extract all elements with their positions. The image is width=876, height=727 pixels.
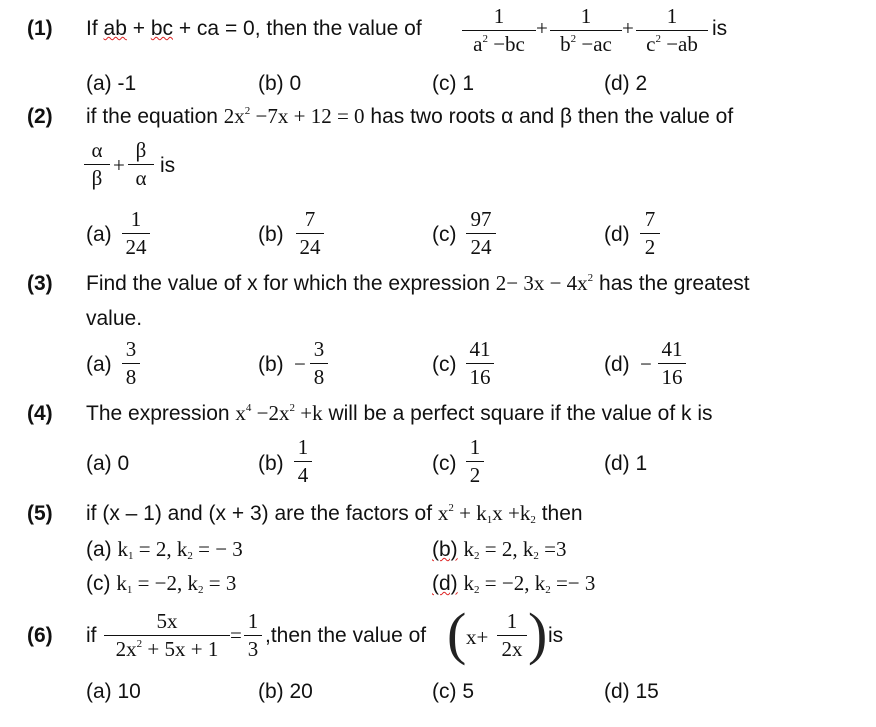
fraction-beta-alpha: β α <box>128 140 154 189</box>
option-b-fraction: 3 8 <box>310 339 328 388</box>
question-number: (2) <box>27 105 53 128</box>
question-number: (1) <box>27 17 53 40</box>
option-b: (b) $k_2 = 2$, $k_2 =3$ <box>432 537 567 562</box>
option-d-fraction: 41 16 <box>658 339 686 388</box>
suffix-text: is <box>712 17 728 40</box>
option-a-label: (a) <box>86 223 112 246</box>
option-b-fraction: 7 24 <box>296 209 324 258</box>
question-text-if: if <box>86 624 97 647</box>
option-c-fraction: 97 24 <box>466 209 496 258</box>
question-number: (5) <box>27 502 53 525</box>
question-text: ,then the value of <box>265 624 427 647</box>
plus-sign: + <box>113 153 125 177</box>
question-text: The expression $x^4 -2x^2 +k$ will be a perfect square if the value of k is <box>86 401 713 425</box>
option-d-label: (d) <box>604 223 630 246</box>
option-a-fraction: 1 24 <box>122 209 150 258</box>
option-c-fraction: 41 16 <box>466 339 494 388</box>
question-number: (3) <box>27 272 53 295</box>
fraction-one-third: 1 3 <box>244 611 262 660</box>
fraction: 1 $b^2 -ac$ <box>550 6 622 55</box>
option-b: (b) 20 <box>258 680 313 703</box>
option-a: (a) 10 <box>86 680 141 703</box>
option-c-label: (c) <box>432 353 457 376</box>
option-c-label: (c) <box>432 223 457 246</box>
expr-x-plus: x+ <box>466 625 489 649</box>
option-a: (a) 0 <box>86 452 130 475</box>
question-text: If ab + bc + ca = 0, then the value of <box>86 17 422 40</box>
plus-sign: + <box>622 16 634 40</box>
option-d: (d) 1 <box>604 452 648 475</box>
option-a: (a) -1 <box>86 72 137 95</box>
question-number: (6) <box>27 624 53 647</box>
option-c: (c) $k_1 = -2$, $k_2 = 3$ <box>86 571 237 596</box>
suffix-text: is <box>548 624 564 647</box>
option-d: (d) $k_2 = -2$, $k_2 =- 3$ <box>432 571 596 596</box>
option-b-label: (b) <box>258 452 284 475</box>
option-b: (b) 0 <box>258 72 302 95</box>
equals-sign: = <box>230 623 242 647</box>
option-c: (c) 5 <box>432 680 474 703</box>
option-a-label: (a) <box>86 353 112 376</box>
plus-sign: + <box>536 16 548 40</box>
option-d: (d) 15 <box>604 680 659 703</box>
option-a-fraction: 3 8 <box>122 339 140 388</box>
left-paren-icon: ( <box>447 601 467 666</box>
fraction: 1 $a^2 -bc$ <box>462 6 536 55</box>
question-text: if the equation $2x^2 -7x + 12 = 0$ has two roots α and β then the value of <box>86 104 734 128</box>
option-b-fraction: 1 4 <box>294 437 312 486</box>
option-a: (a) $k_1 = 2$, $k_2$ = − 3 <box>86 537 243 562</box>
right-paren-icon: ) <box>528 601 548 666</box>
option-b-label: (b) <box>258 353 284 376</box>
fraction: 1 $c^2 -ab$ <box>636 6 708 55</box>
option-c-fraction: 1 2 <box>466 437 484 486</box>
question-text-line2: value. <box>86 307 143 330</box>
option-d: (d) 2 <box>604 72 648 95</box>
option-b-label: (b) <box>258 223 284 246</box>
question-text: if (x – 1) and (x + 3) are the factors of $x^2 + k_1x +k_2$ then <box>86 501 583 526</box>
option-d-label: (d) <box>604 353 630 376</box>
suffix-text: is <box>160 154 176 177</box>
question-text: Find the value of x for which the expression $2- 3x - 4x^2$ has the greatest <box>86 271 750 295</box>
option-c-label: (c) <box>432 452 457 475</box>
option-c: (c) 1 <box>432 72 474 95</box>
fraction-alpha-beta: α β <box>84 140 110 189</box>
option-d-fraction: 7 2 <box>640 209 660 258</box>
fraction-inside-paren: 1 2x <box>497 611 527 660</box>
fraction-main: 5x $2x^2 + 5x + 1$ <box>104 611 230 660</box>
question-number: (4) <box>27 402 53 425</box>
minus-sign: − <box>294 352 306 376</box>
minus-sign: − <box>640 352 652 376</box>
